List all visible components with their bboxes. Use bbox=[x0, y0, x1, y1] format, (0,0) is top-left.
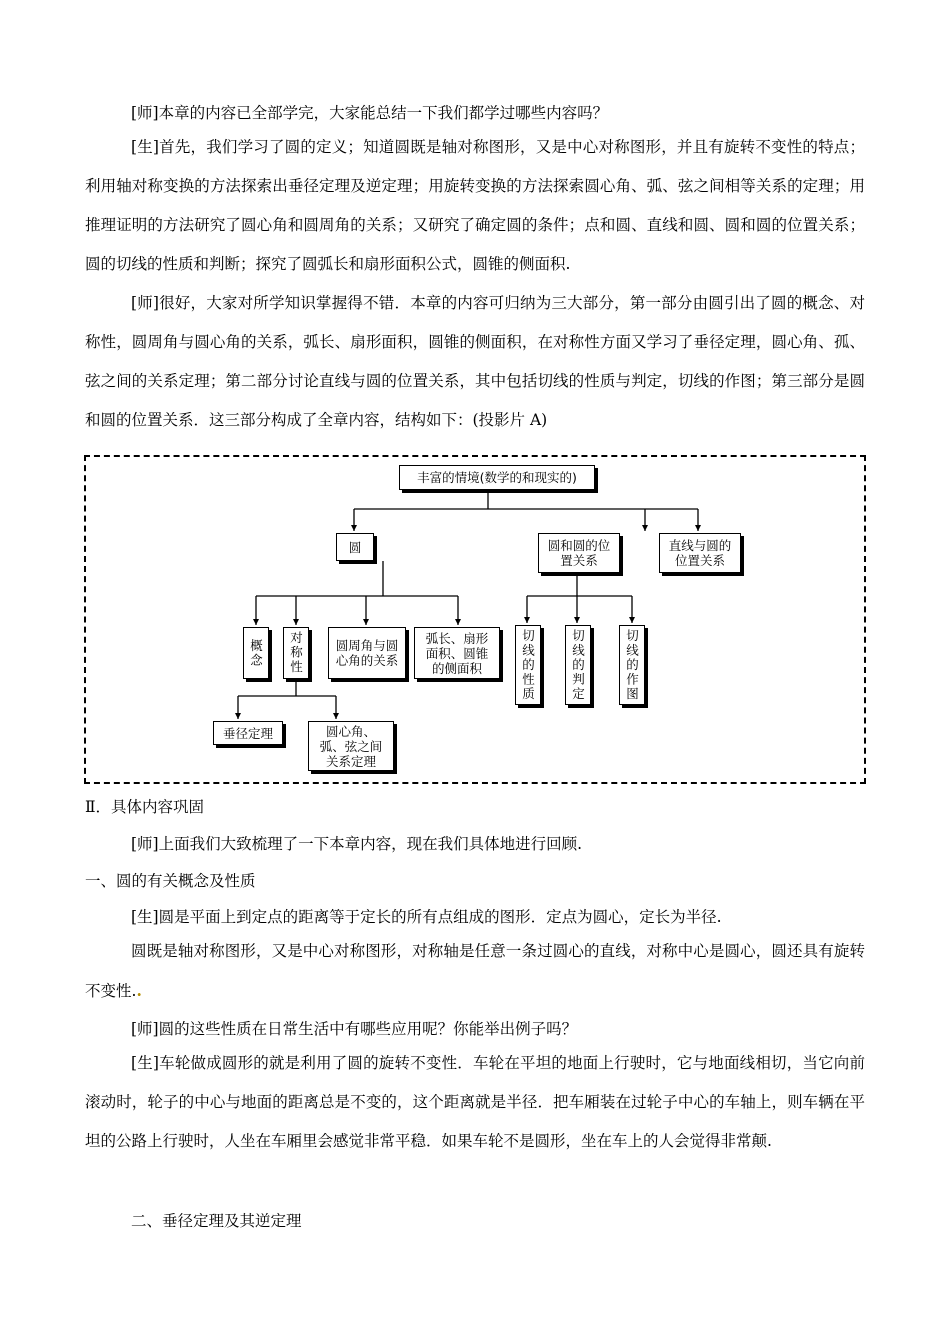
highlight-dot: . bbox=[136, 981, 142, 1000]
chapter-structure-diagram bbox=[84, 455, 866, 784]
student-summary: [生]首先，我们学习了圆的定义；知道圆既是轴对称图形，又是中心对称图形，并且有旋转不变性的特点；利用轴对称变换的方法探索出垂径定理及逆定理；用旋转变换的方法探索圆心角、弧、弦之间相等关系的定理；用推理证明的方法研究了圆心角和圆周角的关系；又研究了确定圆的条件；点和圆、直线和圆、圆和圆的位置关系；圆的切线的性质和判断；探究了圆弧长和扇形面积公式，圆锥的侧面积. bbox=[85, 138, 865, 273]
node-inscribed: 圆周角与圆心角的关系 bbox=[328, 627, 406, 679]
node-circle: 圆 bbox=[336, 533, 374, 561]
student-wheel-example: [生]车轮做成圆形的就是利用了圆的旋转不变性．车轮在平坦的地面上行驶时，它与地面线相切，当它向前滚动时，轮子的中心与地面的距离总是不变的，这个距离就是半径．把车厢装在过轮子中心的车轴上，则车辆在平坦的公路上行驶时，人坐在车厢里会感觉非常平稳．如果车轮不是圆形，坐在车上的人会觉得非常颠. bbox=[85, 1054, 865, 1150]
node-tangent-draw: 切线的作图 bbox=[619, 625, 645, 705]
node-circle-circle: 圆和圆的位置关系 bbox=[538, 533, 620, 573]
connector-root bbox=[354, 489, 698, 531]
node-central-angle-theorem: 圆心角、弧、弦之间关系定理 bbox=[308, 721, 394, 771]
teacher-review-intro: [师]上面我们大致梳理了一下本章内容，现在我们具体地进行回顾. bbox=[131, 835, 583, 853]
node-symmetry: 对称性 bbox=[283, 627, 309, 679]
heading-perpendicular-theorem: 二、垂径定理及其逆定理 bbox=[131, 1212, 302, 1230]
connector-symmetry bbox=[238, 678, 336, 719]
heading-circle-concepts: 一、圆的有关概念及性质 bbox=[85, 872, 256, 890]
node-concept: 概念 bbox=[243, 627, 269, 679]
arrow-3 bbox=[524, 617, 635, 623]
teacher-question: [师]本章的内容已全部学完，大家能总结一下我们都学过哪些内容吗？ bbox=[131, 104, 609, 122]
node-tangent-judge: 切线的判定 bbox=[565, 625, 591, 705]
node-root: 丰富的情境(数学的和现实的) bbox=[399, 465, 595, 490]
circle-properties-text: 圆既是轴对称图形，又是中心对称图形，对称轴是任意一条过圆心的直线，对称中心是圆心，圆还具有旋转不变性. bbox=[85, 942, 865, 1000]
node-line-circle: 直线与圆的位置关系 bbox=[659, 533, 741, 573]
connector-circle bbox=[256, 561, 458, 625]
circle-properties bbox=[85, 932, 865, 1011]
arrow-2 bbox=[253, 619, 461, 625]
diagram-connectors bbox=[86, 457, 868, 786]
node-arc-sector: 弧长、扇形面积、圆锥的侧面积 bbox=[414, 627, 500, 679]
teacher-application-question: [师]圆的这些性质在日常生活中有哪些应用呢？你能举出例子吗？ bbox=[131, 1020, 578, 1038]
node-perpendicular-theorem: 垂径定理 bbox=[213, 721, 283, 745]
connector-circle-circle bbox=[527, 573, 632, 623]
student-definition: [生]圆是平面上到定点的距离等于定长的所有点组成的图形．定点为圆心，定长为半径. bbox=[131, 908, 722, 926]
teacher-structure: [师]很好，大家对所学知识掌握得不错．本章的内容可归纳为三大部分，第一部分由圆引出了圆的概念、对称性，圆周角与圆心角的关系，弧长、扇形面积，圆锥的侧面积，在对称性方面又学习了垂径定理，圆心角、孤、弦之间的关系定理；第二部分讨论直线与圆的位置关系，其中包括切线的性质与判定，切线的作图；第三部分是圆和圆的位置关系．这三部分构成了全章内容，结构如下：(投影片 A) bbox=[85, 294, 865, 429]
node-tangent-property: 切线的性质 bbox=[515, 625, 541, 705]
arrow-4 bbox=[235, 713, 339, 719]
arrow-1 bbox=[351, 525, 701, 531]
section-2-title: Ⅱ．具体内容巩固 bbox=[85, 798, 205, 816]
